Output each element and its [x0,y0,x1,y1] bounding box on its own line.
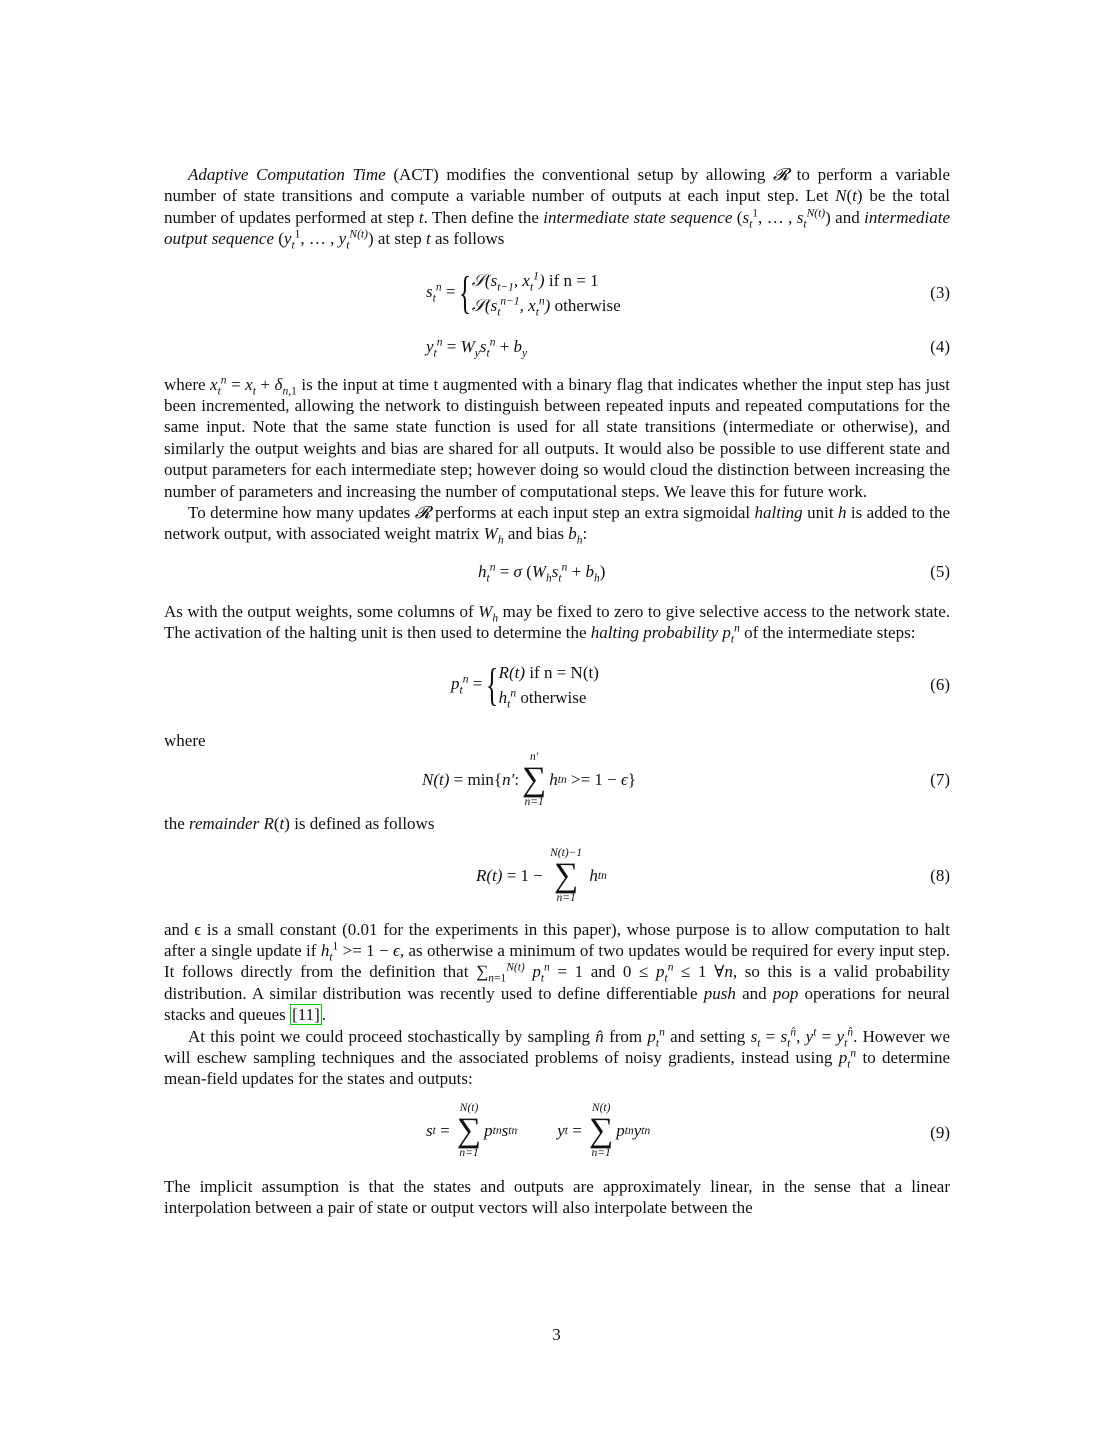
term-intermediate-state-sequence: intermediate state sequence [543,207,733,227]
equation-6: $p_t^n$ = { R(t) if n = N(t) $h_t^n$ otherwise (6) [451,658,950,711]
equation-4: $y_t^n = W_ys_t^n + b_y$ (4) [426,335,950,360]
term-intermediate-output-sequence: intermediate output sequence [164,207,951,249]
equation-8: R(t) = 1 − N(t)−1 ∑ n=1 h t n (8) [476,846,950,904]
paragraph-halting-probability: As with the output weights, some columns of $W_h$ may be fixed to zero to give selective access to the network state. The activation of the halting unit is then used to determine the halting probability $p_t^n$ of the intermediate steps: [164,601,950,646]
equation-6-label: (6) [930,674,950,694]
equation-5-label: (5) [930,561,950,581]
term-act: Adaptive Computation Time [188,165,386,184]
citation-link[interactable]: [11] [292,1005,320,1025]
equation-7: N(t) = min{ n′ : n′ ∑ n=1 h t n >= 1 − ϵ } (7) [422,751,950,809]
paragraph-remainder: the remainder R(t) is defined as follows [164,814,435,834]
equation-4-label: (4) [930,336,950,356]
page-number: 3 [552,1325,561,1344]
equation-3-label: (3) [930,282,950,302]
equation-8-label: (8) [930,865,950,885]
equation-9: s t = N(t) ∑ n=1 p t n s t n y t = N(t) ∑ n=1 p t n y t n (9) [426,1101,950,1159]
equation-9-label: (9) [930,1122,950,1142]
paragraph-implicit-assumption: The implicit assumption is that the states and outputs are approximately linear, in the sense that a linear interpolation between a pair of state or output vectors will also interpolate between the [164,1176,950,1218]
equation-3: $s_t^n$ = { $𝒮(s_{t-1}$, $x_t^1$) if n = 1 $𝒮(s_t^{n-1}$, $x_t^n$) otherwise (3) [426,266,950,319]
paragraph-halting-unit: To determine how many updates 𝓡 performs at each input step an extra sigmoidal halting unit h is added to the network output, with associated weight matrix $W_h$ and bias $b_h$: [164,503,951,547]
paragraph-epsilon: and ϵ is a small constant (0.01 for the experiments in this paper), whose purpose is to allow computation to halt after a single update if $h_t^1 >= 1 - \epsilon$, as otherwise a minimum of two updates would be required for every input step. It follows directly from the definition that $\sum_{n=1}^{N(t)}$ $p_t^n = 1$ and $0 \le p_t^n \le 1$ ∀n, so this is a valid probability distribution. A similar distribution was recently used to define differentiable push and pop operations for neural stacks and queues [11] . [164,919,951,1025]
paragraph-where-input: where $x_t^n = x_t + \delta_{n,1}$ is the input at time t augmented with a binary flag that indicates whether the input step has just been incremented, allowing the network to distinguish between repeated inputs and repeated computations for the same input. Note that the same state function is used for all state transitions (intermediate or otherwise), and similarly the output weights and bias are shared for all outputs. It would also be possible to use different state and output parameters for each intermediate step; however doing so would cloud the distinction between increasing the number of parameters and increasing the number of computational steps. We leave this for future work. [164,373,951,501]
equation-5: $h_t^n = \sigma$ $(W_hs_t^n + b_h)$ (5) [478,561,950,585]
page-body [164,164,950,1219]
paragraph-act-intro: Adaptive Computation Time (ACT) modifies the conventional setup by allowing 𝓡 to perform a variable number of state transitions and compute a variable number of outputs at each input step. Let N(t) be the total number of updates performed at step t. Then define the intermediate state sequence ($s_t^1$, … , $s_t^{N(t)}$) and intermediate output sequence ($y_t^1$, … , $y_t^{N(t)}$) at step t as follows [164,165,951,252]
paragraph-where: where [164,730,206,750]
paragraph-mean-field: At this point we could proceed stochastically by sampling n̂ from $p_t^n$ and setting $s_t = s_t^{n̂}$, $y^t = y_t^{n̂}$. However we will eschew sampling techniques and the associated problems of noisy gradients, instead using $p_t^n$ to determine mean-field updates for the states and outputs: [164,1025,951,1089]
equation-7-label: (7) [930,770,950,790]
